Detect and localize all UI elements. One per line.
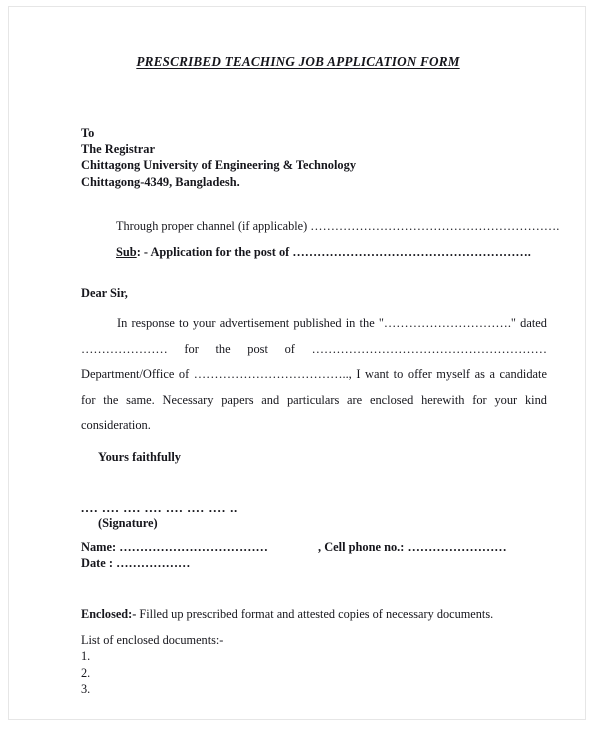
through-proper-channel-line: Through proper channel (if applicable) …………………………………………………….: [116, 219, 560, 233]
enclosed-line: [81, 607, 493, 622]
page-title-text: PRESCRIBED TEACHING JOB APPLICATION FORM: [136, 54, 460, 69]
recipient-line-to: To: [81, 126, 95, 140]
date-field-label: Date : ………………: [81, 556, 191, 570]
recipient-address-block: [81, 125, 356, 190]
body-paragraph: In response to your advertisement published in the "…………………………." dated ………………… for the post of ………………………………………………… Department/Office of ……………………………….., I want to offer myself as a candidate for the same. Necessary papers and particulars are enclosed herewith for your kind consideration.: [81, 316, 547, 432]
recipient-line-university: Chittagong University of Engineering & Technology: [81, 158, 357, 173]
enclosed-label: Enclosed:-: [81, 607, 137, 621]
enclosed-text: Filled up prescribed format and attested copies of necessary documents.: [136, 607, 494, 621]
subject-rest: : - Application for the post of ………………………………………………….: [136, 245, 531, 259]
subject-line: [116, 245, 531, 260]
name-row: [81, 540, 511, 555]
salutation: Dear Sir,: [81, 286, 128, 300]
recipient-line-city: Chittagong-4349, Bangladesh.: [81, 174, 240, 189]
list-item: 2.: [81, 665, 91, 680]
signature-caption: (Signature): [98, 516, 158, 530]
document-body: [9, 7, 586, 720]
closing-salutation: Yours faithfully: [98, 450, 181, 464]
name-field-label: Name: ………………………………: [81, 540, 268, 554]
enclosed-list-heading: List of enclosed documents:-: [81, 633, 224, 647]
signature-dotted-line: .… .… .… .… .… .… .… ..: [81, 500, 238, 515]
list-item: 1.: [81, 649, 91, 663]
cell-phone-field-label: , Cell phone no.: ……………………: [318, 540, 507, 554]
document-page: [8, 6, 586, 720]
subject-label: Sub: [116, 245, 137, 259]
enclosed-list: [81, 648, 90, 698]
list-item: 3.: [81, 682, 91, 696]
recipient-line-registrar: The Registrar: [81, 142, 155, 157]
page-title: [9, 54, 586, 70]
